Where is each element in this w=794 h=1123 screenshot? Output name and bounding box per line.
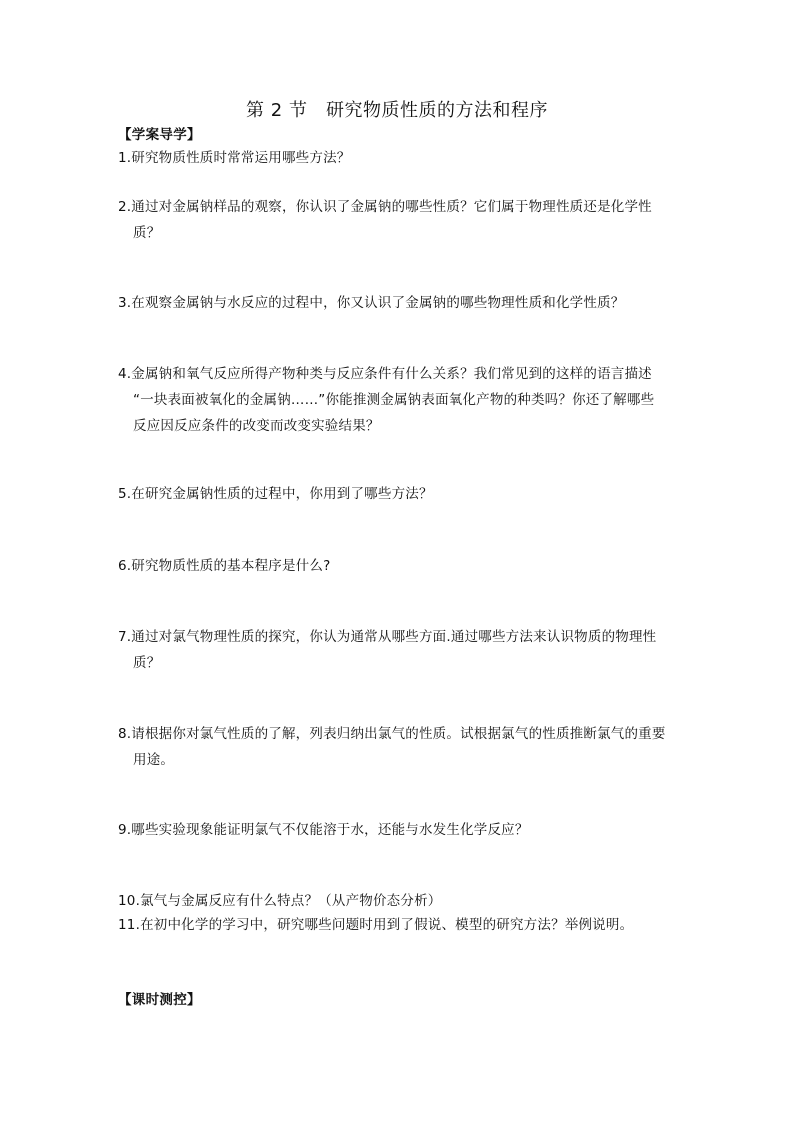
question-2 [118,194,688,246]
question-9 [118,817,688,843]
question-7 [118,624,688,676]
question-4-line-1: 4.金属钠和氧气反应所得产物种类与反应条件有什么关系？我们常见到的这样的语言描述 [118,366,652,382]
question-1 [118,145,688,171]
question-9-line-1: 9.哪些实验现象能证明氯气不仅能溶于水，还能与水发生化学反应？ [118,822,529,838]
question-4-line-2: “一块表面被氧化的金属钠……”你能推测金属钠表面氧化产物的种类吗？你还了解哪些 [133,392,655,408]
question-1-line-1: 1.研究物质性质时常常运用哪些方法？ [118,150,351,166]
question-8-line-1: 8.请根据你对氯气性质的了解，列表归纳出氯气的性质。试根据氯气的性质推断氯气的重要 [118,726,666,742]
question-4 [118,361,688,439]
question-5 [118,481,688,507]
question-11-line-1: 11.在初中化学的学习中，研究哪些问题时用到了假说、模型的研究方法？举例说明。 [118,917,634,933]
question-10 [118,888,688,914]
question-7-line-1: 7.通过对氯气物理性质的探究，你认为通常从哪些方面.通过哪些方法来认识物质的物理性 [118,629,657,645]
question-6 [118,553,688,579]
question-8-line-2: 用途。 [133,752,175,768]
question-4-line-3: 反应因反应条件的改变而改变实验结果？ [133,418,380,434]
question-8 [118,721,688,773]
question-7-line-2: 质？ [133,655,161,671]
section-header-class-test: 【课时测控】 [118,992,201,1008]
question-11 [118,912,688,938]
question-3 [118,290,688,316]
question-2-line-1: 2.通过对金属钠样品的观察，你认识了金属钠的哪些性质？它们属于物理性质还是化学性 [118,199,652,215]
question-5-line-1: 5.在研究金属钠性质的过程中，你用到了哪些方法？ [118,486,433,502]
question-2-line-2: 质？ [133,225,161,241]
question-6-line-1: 6.研究物质性质的基本程序是什么? [118,558,331,574]
page-title: 第 2 节 研究物质性质的方法和程序 [246,100,548,121]
question-3-line-1: 3.在观察金属钠与水反应的过程中，你又认识了金属钠的哪些物理性质和化学性质？ [118,295,625,311]
question-10-line-1: 10.氯气与金属反应有什么特点？（从产物价态分析） [118,893,442,909]
section-header-study-guide: 【学案导学】 [118,127,201,143]
